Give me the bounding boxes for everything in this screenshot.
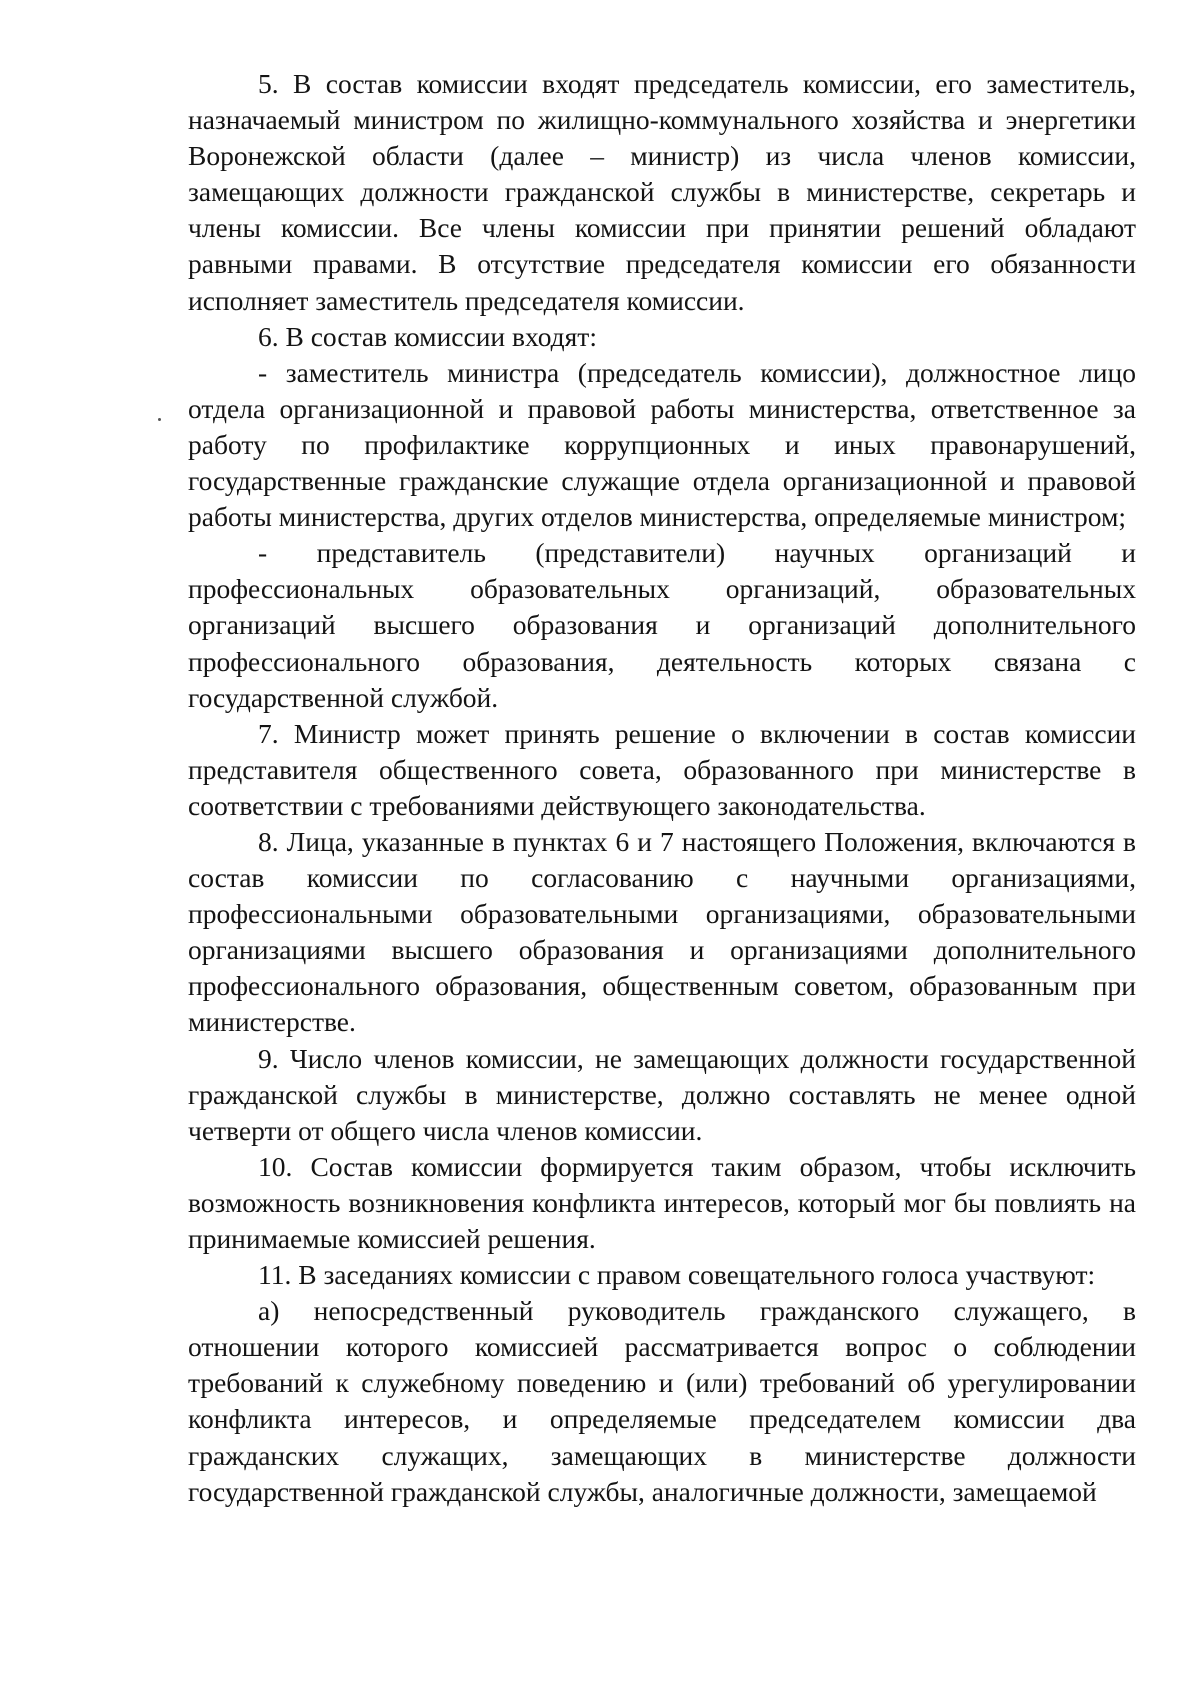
paragraph-6-item-2: - представитель (представители) научных организаций и профессиональных образовательных организаций, образовательных организаций высшего образования и организаций дополнительного профессионального образования, деятельность которых связана с государственной службой. (188, 537, 1136, 713)
paragraph-6: 6. В состав комиссии входят: (258, 320, 597, 352)
document-body (188, 66, 1136, 1510)
paragraph-11-item-a: а) непосредственный руководитель гражданского служащего, в отношении которого комиссией рассматривается вопрос о соблюдении требований к служебному поведению и (или) требований об урегулировании конфликта интересов, и определяемые председателем комиссии два гражданских служащих, замещающих в министерстве должности государственной гражданской службы, аналогичные должности, замещаемой (188, 1295, 1136, 1507)
paragraph-7: 7. Министр может принять решение о включении в состав комиссии представителя общественного совета, образованного при министерстве в соответствии с требованиями действующего законодательства. (188, 717, 1136, 821)
paragraph-10: 10. Состав комиссии формируется таким образом, чтобы исключить возможность возникновения конфликта интересов, который мог бы повлиять на принимаемые комиссией решения. (188, 1150, 1136, 1254)
paragraph-6-item-1: - заместитель министра (председатель комиссии), должностное лицо отдела организационной и правовой работы министерства, ответственное за работу по профилактике коррупционных и иных правонарушений, государственные гражданские служащие отдела организационной и правовой работы министерства, других отделов министерства, определяемые министром; (188, 356, 1136, 533)
paragraph-11: 11. В заседаниях комиссии с правом совещательного голоса участвуют: (258, 1259, 1096, 1291)
paragraph-8: 8. Лица, указанные в пунктах 6 и 7 настоящего Положения, включаются в состав комиссии по согласованию с научными организациями, профессиональными образовательными организациями, образовательными организациями высшего образования и организациями дополнительного профессионального образования, общественным советом, образованным при министерстве. (188, 825, 1136, 1038)
paragraph-9: 9. Число членов комиссии, не замещающих должности государственной гражданской службы в министерстве, должно составлять не менее одной четверти от общего числа членов комиссии. (188, 1042, 1136, 1146)
margin-mark (158, 418, 161, 421)
paragraph-5: 5. В состав комиссии входят председатель комиссии, его заместитель, назначаемый министром по жилищно-коммунального хозяйства и энергетики Воронежской области (далее – министр) из числа членов комиссии, замещающих должности гражданской службы в министерстве, секретарь и члены комиссии. Все члены комиссии при принятии решений обладают равными правами. В отсутствие председателя комиссии его обязанности исполняет заместитель председателя комиссии. (188, 68, 1136, 316)
